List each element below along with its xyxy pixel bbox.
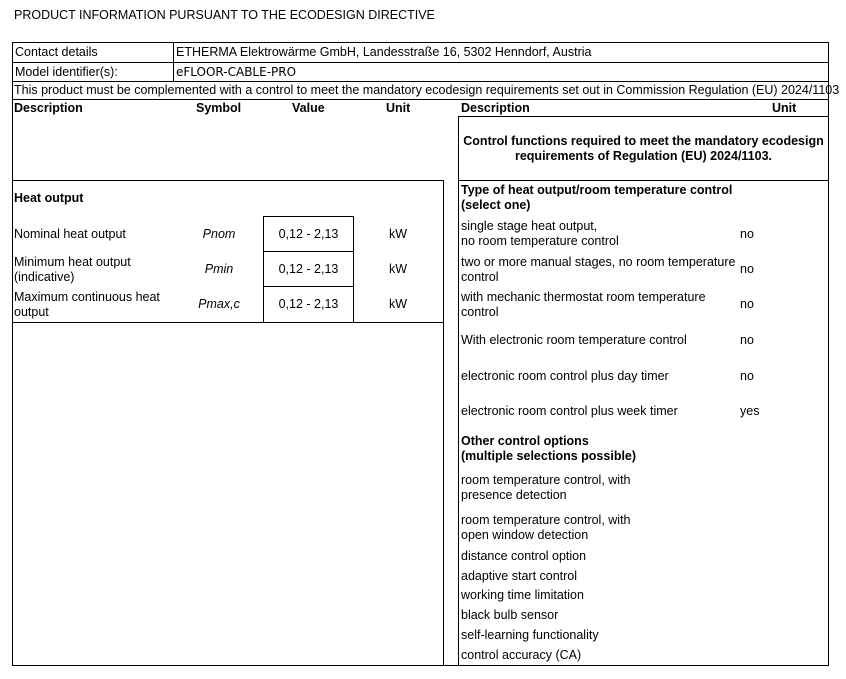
heat-row-description-cont: output [14,305,49,319]
row-divider [12,62,828,63]
right-panel-left-border [458,116,459,666]
document-title: PRODUCT INFORMATION PURSUANT TO THE ECODESIGN DIRECTIVE [14,8,435,22]
control-type-value: yes [740,404,760,418]
control-functions-heading-line1: Control functions required to meet the mandatory ecodesign [463,134,824,148]
control-type-value: no [740,262,754,276]
table-top-border [12,42,828,43]
control-type-label-cont: control [461,270,499,284]
unit-header: Unit [386,101,411,115]
row-divider [12,99,828,100]
left-panel-right-border [443,180,444,666]
control-functions-heading-line2: requirements of Regulation (EU) 2024/1103. [514,149,773,163]
contact-label: Contact details [15,45,98,59]
heat-output-top-border [12,180,443,181]
heat-row-description: Maximum continuous heat [14,290,160,304]
other-option-label: distance control option [461,549,587,563]
heat-row-value: 0,12 - 2,13 [278,227,339,241]
control-type-label: with mechanic thermostat room temperature [461,290,706,304]
other-options-heading-line2: (multiple selections possible) [461,449,637,463]
control-type-label: single stage heat output, [461,219,598,233]
control-type-value: no [740,227,754,241]
right-panel-top-border [458,116,828,117]
symbol-header: Symbol [196,101,242,115]
heat-row-value: 0,12 - 2,13 [278,297,339,311]
heat-row-symbol: Pmax,c [198,297,240,311]
right-panel-divider [458,180,828,181]
other-option-label-cont: open window detection [461,528,589,542]
control-type-heading-line1: Type of heat output/room temperature control [461,183,733,197]
other-option-label: black bulb sensor [461,608,559,622]
control-type-value: no [740,333,754,347]
heat-row-unit: kW [388,227,408,241]
column-divider [173,42,174,81]
control-type-label: two or more manual stages, no room temperature [461,255,736,269]
other-option-label: room temperature control, with [461,473,631,487]
other-option-label: control accuracy (CA) [461,648,582,662]
control-type-label: electronic room control plus week timer [461,404,678,418]
heat-row-description: Nominal heat output [14,227,126,241]
model-value: eFLOOR-CABLE-PRO [176,65,297,79]
other-option-label: room temperature control, with [461,513,631,527]
other-option-label: adaptive start control [461,569,578,583]
heat-row-unit: kW [388,297,408,311]
heat-row-description: Minimum heat output [14,255,131,269]
value-header: Value [292,101,325,115]
control-type-value: no [740,369,754,383]
heat-row-unit: kW [388,262,408,276]
model-label: Model identifier(s): [15,65,118,79]
control-type-label: With electronic room temperature control [461,333,687,347]
heat-row-symbol: Pmin [204,262,234,276]
control-type-label-cont: no room temperature control [461,234,619,248]
heat-row-symbol: Pnom [202,227,236,241]
other-option-label-cont: presence detection [461,488,567,502]
contact-value: ETHERMA Elektrowärme GmbH, Landesstraße 16, 5302 Henndorf, Austria [176,45,592,59]
table-right-border [828,42,829,666]
left-description-header: Description [14,101,83,115]
other-option-label: working time limitation [461,588,584,602]
heat-output-bottom-border [12,322,443,323]
other-option-label: self-learning functionality [461,628,599,642]
table-bottom-border [12,665,829,666]
heat-row-description-cont: (indicative) [14,270,75,284]
right-description-header: Description [461,101,530,115]
heat-output-heading: Heat output [14,191,84,205]
control-type-label: electronic room control plus day timer [461,369,669,383]
other-options-heading-line1: Other control options [461,434,589,448]
table-left-border [12,42,13,666]
control-type-label-cont: control [461,305,499,319]
control-type-value: no [740,297,754,311]
heat-row-value: 0,12 - 2,13 [278,262,339,276]
row-divider [12,81,828,82]
control-type-heading-line2: (select one) [461,198,531,212]
complement-note: This product must be complemented with a control to meet the mandatory ecodesign requirements set out in Commission Regulation (EU) 2024/1103 [14,83,840,97]
right-unit-header: Unit [772,101,797,115]
